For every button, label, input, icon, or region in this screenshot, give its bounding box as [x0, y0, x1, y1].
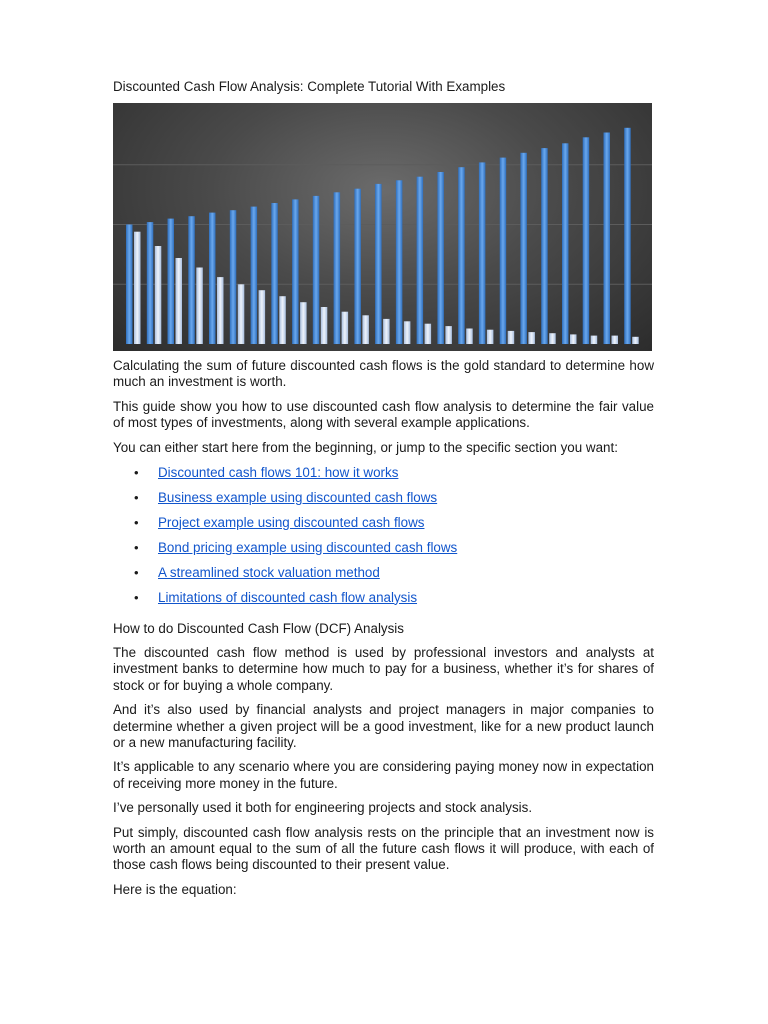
link-project-example[interactable]: Project example using discounted cash flows: [158, 514, 425, 530]
future-value-bar-2: [147, 222, 154, 344]
future-value-bar-11: [334, 192, 341, 344]
future-value-bar-5: [209, 213, 216, 344]
discounted-value-bar-10: [321, 307, 328, 344]
bar-chart: [113, 103, 652, 351]
personal-paragraph: I’ve personally used it both for engineering projects and stock analysis.: [113, 800, 533, 816]
bullet-icon: •: [134, 539, 139, 555]
future-value-bar-20: [520, 153, 527, 344]
discounted-value-bar-7: [259, 290, 266, 344]
discounted-value-bar-22: [570, 334, 577, 344]
discounted-value-bar-8: [279, 296, 286, 344]
discounted-value-bar-13: [383, 319, 390, 344]
discounted-value-bar-21: [549, 333, 556, 344]
discounted-value-bar-18: [487, 330, 494, 344]
future-value-bar-15: [417, 177, 424, 344]
future-value-bar-16: [437, 172, 444, 344]
document-title: Discounted Cash Flow Analysis: Complete Tutorial With Examples: [113, 79, 506, 94]
discounted-value-bar-12: [362, 315, 369, 344]
future-value-bar-7: [251, 207, 258, 344]
discounted-value-bar-4: [196, 268, 203, 345]
discounted-value-bar-25: [632, 337, 639, 344]
discounted-value-bar-3: [176, 258, 183, 344]
link-dcf-101[interactable]: Discounted cash flows 101: how it works: [158, 464, 399, 480]
list-item: [134, 464, 654, 490]
discounted-value-bar-24: [612, 336, 619, 344]
guide-paragraph: This guide show you how to use discounted cash flow analysis to determine the fair value of most types of investments, along with several example applications.: [113, 398, 654, 431]
discounted-value-bar-11: [342, 312, 349, 344]
usage-paragraph: And it’s also used by financial analysts and project managers in major companies to determine whether a given project will be a good investment, like for a new product launch or a new manufacturing facility.: [113, 702, 654, 750]
future-value-bar-23: [583, 137, 590, 344]
future-value-bar-4: [188, 216, 195, 344]
future-value-bar-25: [624, 128, 631, 344]
discounted-value-bar-16: [445, 326, 452, 344]
bullet-icon: •: [134, 464, 139, 480]
discounted-value-bar-1: [134, 232, 141, 344]
link-bond-pricing[interactable]: Bond pricing example using discounted cash flows: [158, 539, 458, 555]
future-value-bar-24: [604, 133, 611, 345]
section-heading: How to do Discounted Cash Flow (DCF) Analysis: [113, 620, 404, 636]
discounted-value-bar-6: [238, 284, 245, 344]
future-value-bar-18: [479, 162, 486, 344]
discounted-value-bar-9: [300, 302, 307, 344]
bar-chart-svg: [113, 103, 652, 351]
discounted-value-bar-15: [425, 324, 432, 344]
list-item: [134, 514, 654, 540]
discounted-value-bar-19: [508, 331, 515, 344]
equation-paragraph: Here is the equation:: [113, 882, 237, 898]
discounted-value-bar-17: [466, 329, 473, 345]
link-business-example[interactable]: Business example using discounted cash flows: [158, 489, 438, 505]
future-value-bar-21: [541, 148, 548, 344]
list-item: [134, 539, 654, 565]
intro-paragraph: Calculating the sum of future discounted cash flows is the gold standard to determine how much an investment is worth.: [113, 358, 654, 390]
future-value-bar-14: [396, 180, 403, 344]
list-item: [134, 489, 654, 515]
discounted-value-bar-20: [528, 332, 535, 344]
jump-paragraph: You can either start here from the beginning, or jump to the specific section you want:: [113, 439, 618, 455]
bullet-icon: •: [134, 489, 139, 505]
future-value-bar-17: [458, 167, 465, 344]
bullet-icon: •: [134, 514, 139, 530]
link-stock-valuation[interactable]: A streamlined stock valuation method: [158, 564, 380, 580]
future-value-bar-9: [292, 199, 299, 344]
section-link-list: [113, 465, 654, 615]
principle-paragraph: Put simply, discounted cash flow analysis rests on the principle that an investment now is worth an amount equal to the sum of all the future cash flows it will produce, with each of those cash flows being discounted to their present value.: [113, 825, 654, 873]
future-value-bar-10: [313, 196, 320, 344]
discounted-value-bar-23: [591, 336, 598, 344]
list-item: [134, 589, 654, 615]
future-value-bar-12: [354, 189, 361, 344]
future-value-bar-13: [375, 184, 382, 344]
document-body: [113, 358, 654, 907]
future-value-bar-6: [230, 210, 237, 344]
discounted-value-bar-2: [155, 246, 162, 344]
bullet-icon: •: [134, 564, 139, 580]
list-item: [134, 564, 654, 590]
applicable-paragraph: It’s applicable to any scenario where you are considering paying money now in expectation of receiving more money in the future.: [113, 759, 654, 791]
future-value-bar-19: [500, 158, 507, 344]
link-limitations[interactable]: Limitations of discounted cash flow analysis: [158, 589, 418, 605]
future-value-bar-1: [126, 225, 133, 345]
future-value-bar-8: [271, 203, 278, 344]
discounted-value-bar-5: [217, 277, 224, 344]
bullet-icon: •: [134, 589, 139, 605]
discounted-value-bar-14: [404, 321, 411, 344]
future-value-bar-3: [168, 219, 175, 344]
method-paragraph: The discounted cash flow method is used by professional investors and analysts at investment banks to determine how much to pay for a business, whether it’s for shares of stock or for buying a whole company.: [113, 645, 654, 693]
future-value-bar-22: [562, 143, 569, 344]
